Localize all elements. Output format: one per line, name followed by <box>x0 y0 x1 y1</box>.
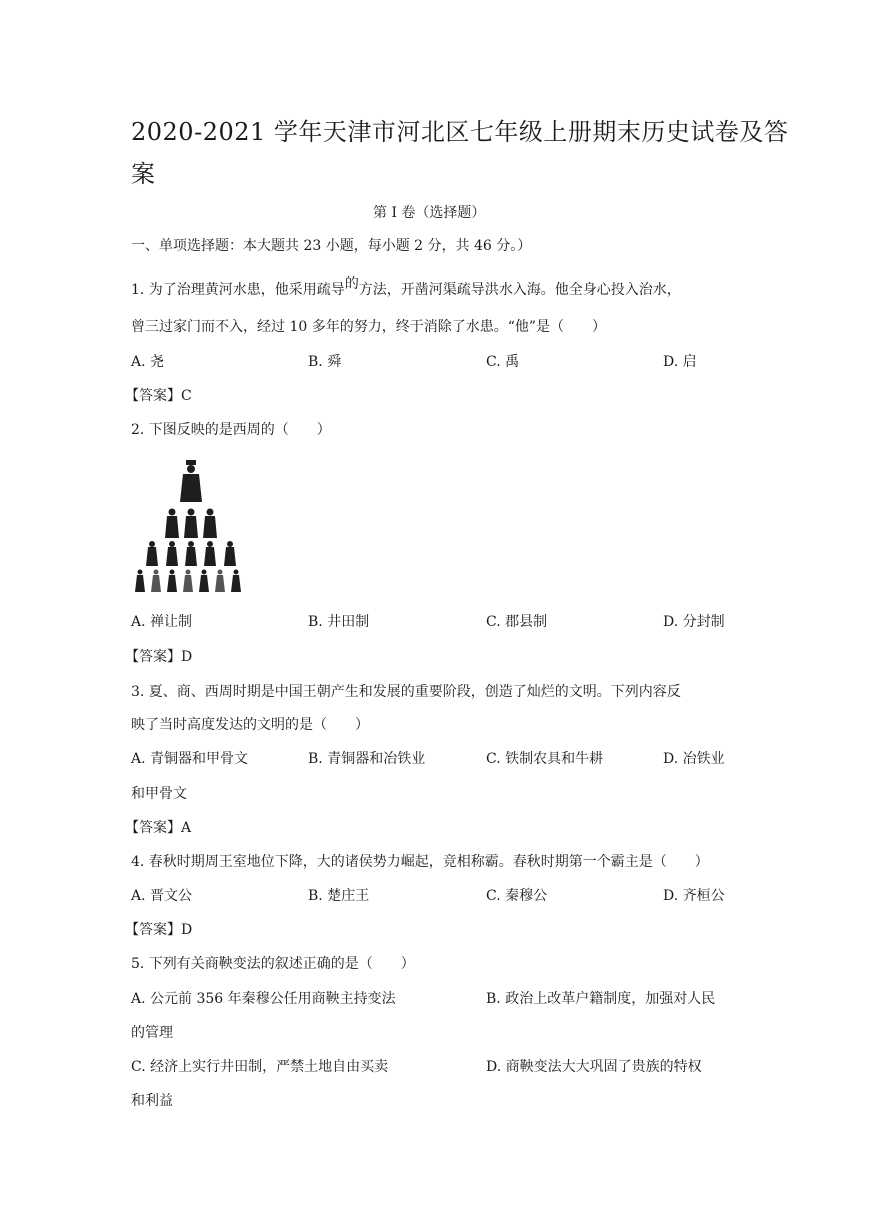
question-1-text-post: 方法，开凿河渠疏导洪水入海。他全身心投入治水， <box>358 282 681 298</box>
question-5-option-b-wrap: 的管理 <box>131 1025 173 1041</box>
question-4-option-d: D. 齐桓公 <box>663 888 725 904</box>
question-2-option-a: A. 禅让制 <box>131 614 193 630</box>
question-1-option-a: A. 尧 <box>131 354 165 370</box>
document-title-line1: 2020-2021 学年天津市河北区七年级上册期末历史试卷及答 <box>131 118 789 146</box>
part-instruction: 一、单项选择题：本大题共 23 小题，每小题 2 分，共 46 分。） <box>131 238 532 254</box>
question-5-line1: 5. 下列有关商鞅变法的叙述正确的是（ ） <box>131 956 415 972</box>
question-3-option-a: A. 青铜器和甲骨文 <box>131 751 249 767</box>
question-2-line1: 2. 下图反映的是西周的（ ） <box>131 422 331 438</box>
question-1-superscript: 的 <box>344 276 359 292</box>
question-4-line1: 4. 春秋时期周王室地位下降，大的诸侯势力崛起，竞相称霸。春秋时期第一个霸主是（ ） <box>131 854 709 870</box>
question-3-option-d: D. 冶铁业 <box>663 751 725 767</box>
pyramid-row-4 <box>135 570 241 593</box>
question-3-line2: 映了当时高度发达的文明的是（ ） <box>131 717 369 733</box>
question-4-option-c: C. 秦穆公 <box>486 888 548 904</box>
question-3-line1: 3. 夏、商、西周时期是中国王朝产生和发展的重要阶段，创造了灿烂的文明。下列内容反 <box>131 684 681 700</box>
question-3-option-b: B. 青铜器和冶铁业 <box>308 751 426 767</box>
question-2-answer: 【答案】D <box>125 649 193 665</box>
question-5-option-a: A. 公元前 356 年秦穆公任用商鞅主持变法 <box>131 991 396 1007</box>
question-3-answer: 【答案】A <box>125 820 192 836</box>
question-1-answer: 【答案】C <box>125 388 192 404</box>
question-1-option-c: C. 禹 <box>486 354 520 370</box>
question-5-option-b: B. 政治上改革户籍制度，加强对人民 <box>486 991 716 1007</box>
question-1-option-d: D. 启 <box>663 354 697 370</box>
feudal-hierarchy-pyramid-image <box>132 456 250 596</box>
question-4-option-b: B. 楚庄王 <box>308 888 370 904</box>
question-2-option-d: D. 分封制 <box>663 614 725 630</box>
question-3-option-d-wrap: 和甲骨文 <box>131 786 187 802</box>
section-heading: 第 I 卷（选择题） <box>373 205 486 221</box>
pyramid-row-3 <box>146 541 236 566</box>
pyramid-row-2 <box>165 509 217 539</box>
question-1-option-b: B. 舜 <box>308 354 342 370</box>
question-5-option-d: D. 商鞅变法大大巩固了贵族的特权 <box>486 1059 702 1075</box>
document-title-line2: 案 <box>131 160 156 188</box>
question-5-option-c: C. 经济上实行井田制，严禁土地自由买卖 <box>131 1059 389 1075</box>
question-1-line2: 曾三过家门而不入，经过 10 多年的努力，终于消除了水患。“他”是（ ） <box>131 319 607 335</box>
question-2-option-c: C. 郡县制 <box>486 614 548 630</box>
question-5-option-d-wrap: 和利益 <box>131 1093 173 1109</box>
question-4-option-a: A. 晋文公 <box>131 888 193 904</box>
question-1-text-pre: 1. 为了治理黄河水患，他采用疏导 <box>131 282 345 298</box>
question-1-line1 <box>131 276 681 299</box>
question-4-answer: 【答案】D <box>125 922 193 938</box>
question-3-option-c: C. 铁制农具和牛耕 <box>486 751 604 767</box>
pyramid-figure-top <box>180 460 202 502</box>
question-2-option-b: B. 井田制 <box>308 614 370 630</box>
